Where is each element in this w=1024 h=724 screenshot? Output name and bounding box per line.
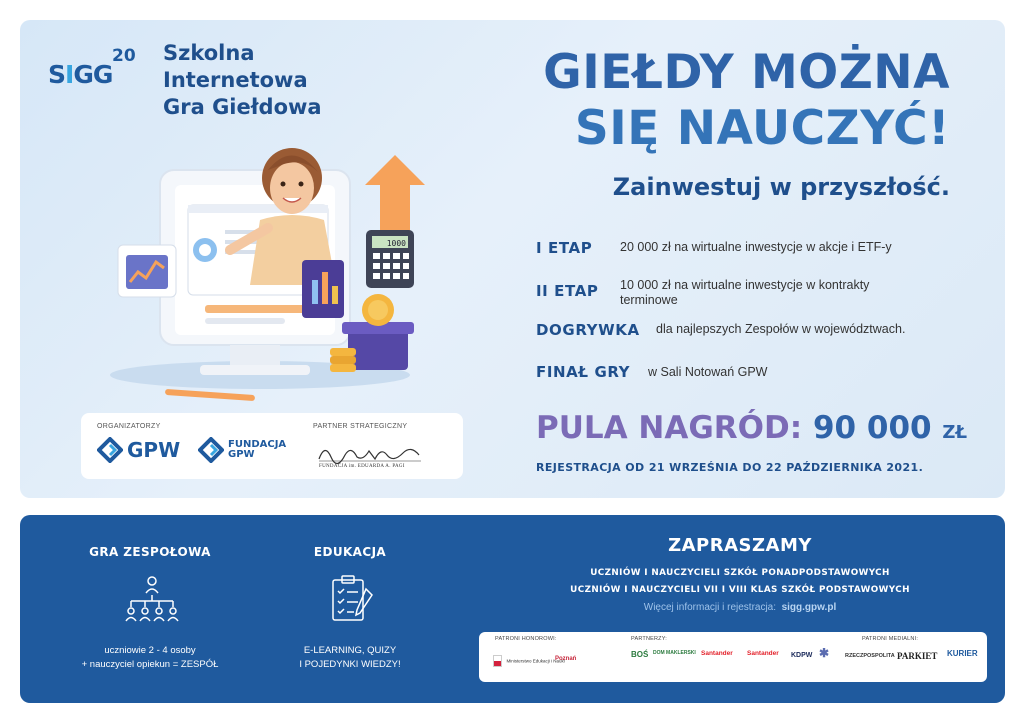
gpw-mark-icon: [97, 437, 123, 463]
svg-text:1000: 1000: [386, 239, 406, 248]
info-panel: [20, 515, 1005, 703]
bos-logo[interactable]: BOŚ: [631, 650, 649, 659]
feature-education-desc: E-LEARNING, QUIZY I POJEDYNKI WIEDZY!: [299, 645, 401, 670]
invite-line-2: UCZNIÓW I NAUCZYCIELI VII I VIII KLAS SZKÓŁ PODSTAWOWYCH: [570, 585, 910, 595]
hero-panel: [20, 20, 1005, 498]
feature-education-title: EDUKACJA: [313, 545, 387, 559]
registration-link[interactable]: sigg.gpw.pl: [781, 602, 837, 613]
kdpw-logo[interactable]: KDPW: [791, 652, 813, 659]
dziecko-logo-icon[interactable]: ✱: [819, 646, 830, 660]
stage-2: II ETAP 10 000 zł na wirtualne inwestycje w kontrakty terminowe: [536, 278, 870, 307]
invite-title: ZAPRASZAMY: [668, 535, 812, 556]
stage-dogrywka: DOGRYWKA dla najlepszych Zespołów w województwach.: [536, 321, 906, 339]
fundacja-gpw-logo[interactable]: FUNDACJA GPW: [198, 435, 286, 465]
sigg-logo: SIGG 20: [48, 46, 136, 89]
more-info: Więcej informacji i rejestracja: sigg.gpw.pl: [643, 602, 837, 613]
gpw-logo[interactable]: GPW: [97, 435, 180, 465]
partners-label: PARTNERZY:: [631, 636, 668, 642]
organizers-label: ORGANIZATORZY: [97, 423, 161, 430]
team-hierarchy-icon: [124, 575, 180, 625]
fundacja-mark-icon: [198, 437, 224, 463]
checklist-icon: [330, 575, 374, 625]
paga-signature-logo[interactable]: [311, 437, 431, 467]
partner-label: PARTNER STRATEGICZNY: [313, 423, 408, 430]
investor-illustration: [80, 110, 480, 415]
dm-bos-logo[interactable]: DOM MAKLERSKI: [653, 650, 696, 656]
registration-dates: REJESTRACJA OD 21 WRZEŚNIA DO 22 PAŹDZIERNIKA 2021.: [536, 461, 924, 474]
stage-1: I ETAP 20 000 zł na wirtualne inwestycje w akcje i ETF-y: [536, 239, 892, 257]
ministry-logo[interactable]: Ministerstwo Edukacji i Nauki: [493, 652, 565, 670]
organizers-box: [81, 413, 463, 479]
patrons-box: [479, 632, 987, 682]
parkiet-logo[interactable]: PARKIET: [897, 651, 938, 661]
rzeczpospolita-logo[interactable]: RZECZPOSPOLITA: [845, 653, 895, 659]
feature-team-title: GRA ZESPOŁOWA: [89, 545, 211, 559]
stage-final: FINAŁ GRY w Sali Notowań GPW: [536, 363, 768, 381]
game-title: Szkolna Internetowa Gra Giełdowa: [163, 41, 322, 119]
santander-1-logo[interactable]: Santander: [701, 650, 733, 657]
headline-subtitle: Zainwestuj w przyszłość.: [612, 173, 950, 201]
poznan-logo[interactable]: Poznań: [555, 656, 577, 662]
kurier-logo[interactable]: KURIER: [947, 649, 978, 658]
headline: GIEŁDY MOŻNA SIĘ NAUCZYĆ!: [543, 45, 950, 156]
media-patrons-label: PATRONI MEDIALNI:: [862, 636, 919, 642]
santander-2-logo[interactable]: Santander: [747, 650, 779, 657]
invite-line-1: UCZNIÓW I NAUCZYCIELI SZKÓŁ PONADPODSTAWOWYCH: [590, 568, 890, 578]
prize-pool: PULA NAGRÓD: 90 000 ZŁ: [536, 410, 968, 446]
feature-team-desc: uczniowie 2 - 4 osoby + nauczyciel opiekun = ZESPÓŁ: [81, 645, 219, 670]
paga-caption: FUNDACJA im. EDUARDA A. PAGI: [319, 464, 405, 469]
honorary-patrons-label: PATRONI HONOROWI:: [495, 636, 557, 642]
